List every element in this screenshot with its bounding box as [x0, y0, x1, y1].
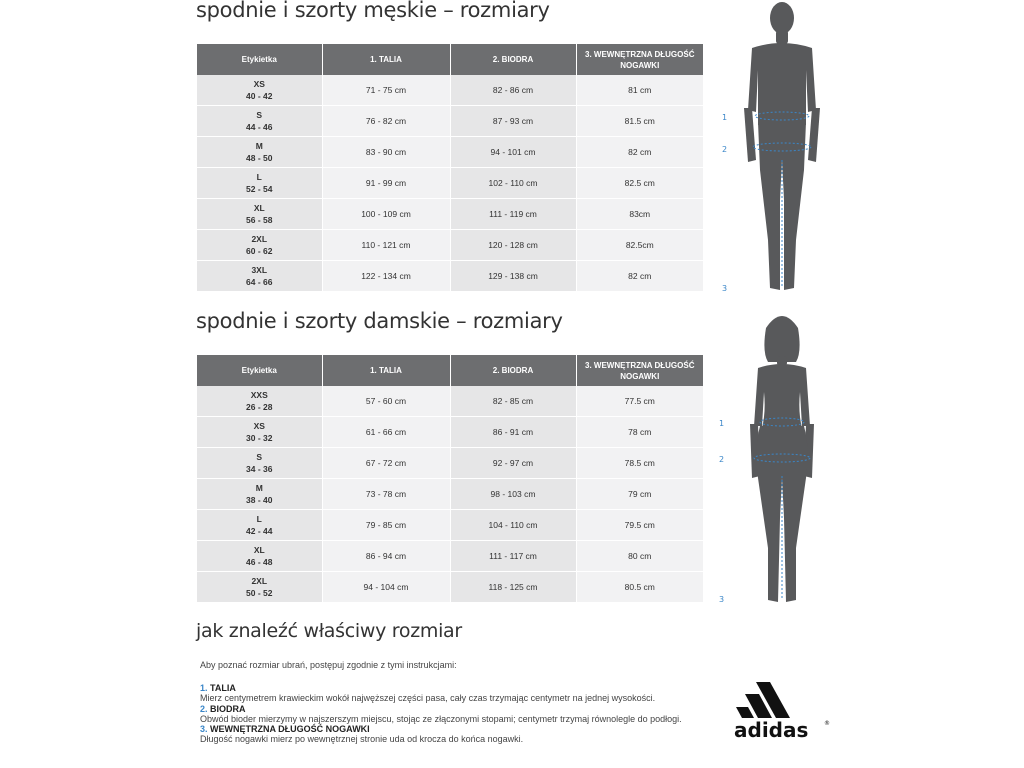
waist-cell: 91 - 99 cm: [322, 168, 450, 199]
inseam-cell: 82.5 cm: [576, 168, 703, 199]
hips-cell: 118 - 125 cm: [450, 572, 576, 603]
hips-cell: 102 - 110 cm: [450, 168, 576, 199]
sizing-instructions: [200, 660, 720, 744]
waist-cell: 57 - 60 cm: [322, 386, 450, 417]
waist-cell: 86 - 94 cm: [322, 541, 450, 572]
header-label: Etykietka: [197, 44, 322, 75]
waist-cell: 94 - 104 cm: [322, 572, 450, 603]
inseam-cell: 82 cm: [576, 137, 703, 168]
size-code: S: [256, 110, 263, 120]
registered-mark: ®: [824, 720, 830, 727]
inseam-cell: 82.5cm: [576, 230, 703, 261]
step-2-text: Obwód bioder mierzymy w najszerszym miejscu, stojąc ze złączonymi stopami; centymetr trzymaj równolegle do podłogi.: [200, 713, 682, 724]
size-label-cell: [197, 230, 322, 261]
step-2-title: BIODRA: [210, 703, 246, 714]
size-range: 56 - 58: [246, 215, 273, 225]
marker-2: 2: [719, 455, 725, 464]
size-code: M: [255, 483, 263, 493]
inseam-cell: 79 cm: [576, 479, 703, 510]
waist-cell: 61 - 66 cm: [322, 417, 450, 448]
header-label: Etykietka: [197, 355, 322, 386]
header-inseam: 3. WEWNĘTRZNA DŁUGOŚĆ NOGAWKI: [576, 44, 703, 75]
size-range: 60 - 62: [246, 246, 273, 256]
inseam-cell: 77.5 cm: [576, 386, 703, 417]
waist-cell: 83 - 90 cm: [322, 137, 450, 168]
waist-cell: 100 - 109 cm: [322, 199, 450, 230]
table-row: [197, 510, 703, 541]
brand-wordmark: adidas: [734, 718, 809, 740]
hips-cell: 120 - 128 cm: [450, 230, 576, 261]
table-row: [197, 261, 703, 292]
size-code: XS: [253, 421, 265, 431]
inseam-cell: 81.5 cm: [576, 106, 703, 137]
inseam-cell: 80 cm: [576, 541, 703, 572]
women-size-table: [197, 355, 703, 603]
marker-3: 3: [722, 284, 728, 293]
size-code: S: [256, 452, 263, 462]
adidas-logo: [730, 680, 830, 740]
hips-cell: 87 - 93 cm: [450, 106, 576, 137]
size-code: 3XL: [251, 265, 268, 275]
size-range: 38 - 40: [246, 495, 273, 505]
step-3-number: 3.: [200, 724, 208, 735]
size-range: 44 - 46: [246, 122, 273, 132]
waist-cell: 67 - 72 cm: [322, 448, 450, 479]
step-3-title: WEWNĘTRZNA DŁUGOŚĆ NOGAWKI: [210, 724, 370, 735]
hips-cell: 94 - 101 cm: [450, 137, 576, 168]
men-size-table: [197, 44, 703, 292]
header-inseam: 3. WEWNĘTRZNA DŁUGOŚĆ NOGAWKI: [576, 355, 703, 386]
size-code: 2XL: [251, 234, 268, 244]
waist-cell: 73 - 78 cm: [322, 479, 450, 510]
step-2-heading: [200, 704, 720, 714]
size-code: M: [255, 141, 263, 151]
size-range: 34 - 36: [246, 464, 273, 474]
size-code: XXS: [250, 390, 268, 400]
table-row: [197, 541, 703, 572]
size-code: XS: [253, 79, 265, 89]
size-label-cell: [197, 448, 322, 479]
table-row: [197, 168, 703, 199]
inseam-cell: 81 cm: [576, 75, 703, 106]
size-range: 52 - 54: [246, 184, 273, 194]
hips-cell: 129 - 138 cm: [450, 261, 576, 292]
size-label-cell: [197, 106, 322, 137]
inseam-cell: 79.5 cm: [576, 510, 703, 541]
hips-cell: 111 - 117 cm: [450, 541, 576, 572]
size-label-cell: [197, 572, 322, 603]
hips-cell: 92 - 97 cm: [450, 448, 576, 479]
size-range: 40 - 42: [246, 91, 273, 101]
size-label-cell: [197, 479, 322, 510]
header-waist: 1. TALIA: [322, 44, 450, 75]
waist-cell: 71 - 75 cm: [322, 75, 450, 106]
waist-cell: 79 - 85 cm: [322, 510, 450, 541]
marker-1: 1: [719, 419, 725, 428]
step-1-text: Mierz centymetrem krawieckim wokół najwęższej części pasa, cały czas trzymając centymetr na jednej wysokości.: [200, 693, 656, 704]
inseam-cell: 83cm: [576, 199, 703, 230]
table-row: [197, 386, 703, 417]
size-code: XL: [253, 203, 265, 213]
guide-title: jak znaleźć właściwy rozmiar: [196, 620, 462, 642]
waist-cell: 76 - 82 cm: [322, 106, 450, 137]
size-range: 64 - 66: [246, 277, 273, 287]
waist-cell: 110 - 121 cm: [322, 230, 450, 261]
header-hips: 2. BIODRA: [450, 44, 576, 75]
marker-2: 2: [722, 145, 728, 154]
step-1-title: TALIA: [210, 683, 236, 694]
logo-stripe-1: [736, 707, 754, 718]
step-3-text: Długość nogawki mierz po wewnętrznej stronie uda od krocza do końca nogawki.: [200, 734, 524, 745]
marker-1: 1: [722, 113, 728, 122]
hips-cell: 104 - 110 cm: [450, 510, 576, 541]
hips-cell: 111 - 119 cm: [450, 199, 576, 230]
size-range: 42 - 44: [246, 526, 273, 536]
size-code: XL: [253, 545, 265, 555]
hips-cell: 86 - 91 cm: [450, 417, 576, 448]
female-figure-illustration: [736, 308, 828, 606]
size-range: 50 - 52: [246, 588, 273, 598]
size-label-cell: [197, 168, 322, 199]
header-waist: 1. TALIA: [322, 355, 450, 386]
size-code: 2XL: [251, 576, 268, 586]
size-range: 30 - 32: [246, 433, 273, 443]
size-label-cell: [197, 199, 322, 230]
size-code: L: [256, 514, 262, 524]
size-label-cell: [197, 137, 322, 168]
table-row: [197, 479, 703, 510]
hips-cell: 82 - 86 cm: [450, 75, 576, 106]
table-row: [197, 106, 703, 137]
waist-cell: 122 - 134 cm: [322, 261, 450, 292]
size-range: 46 - 48: [246, 557, 273, 567]
inseam-cell: 82 cm: [576, 261, 703, 292]
table-row: [197, 572, 703, 603]
table-row: [197, 417, 703, 448]
table-row: [197, 448, 703, 479]
size-label-cell: [197, 261, 322, 292]
table-header-row: [197, 355, 703, 386]
hips-cell: 82 - 85 cm: [450, 386, 576, 417]
table-row: [197, 75, 703, 106]
size-range: 26 - 28: [246, 402, 273, 412]
men-table-title: spodnie i szorty męskie – rozmiary: [196, 0, 550, 22]
women-table-title: spodnie i szorty damskie – rozmiary: [196, 309, 563, 333]
inseam-cell: 80.5 cm: [576, 572, 703, 603]
header-hips: 2. BIODRA: [450, 355, 576, 386]
hips-cell: 98 - 103 cm: [450, 479, 576, 510]
size-label-cell: [197, 541, 322, 572]
size-label-cell: [197, 417, 322, 448]
table-row: [197, 199, 703, 230]
size-range: 48 - 50: [246, 153, 273, 163]
step-3-heading: [200, 724, 720, 734]
step-1-heading: [200, 683, 720, 693]
instructions-intro: Aby poznać rozmiar ubrań, postępuj zgodnie z tymi instrukcjami:: [200, 660, 457, 670]
step-1-number: 1.: [200, 683, 208, 694]
size-code: L: [256, 172, 262, 182]
size-label-cell: [197, 510, 322, 541]
inseam-cell: 78.5 cm: [576, 448, 703, 479]
step-2-number: 2.: [200, 703, 208, 714]
marker-3: 3: [719, 595, 725, 604]
size-label-cell: [197, 386, 322, 417]
inseam-cell: 78 cm: [576, 417, 703, 448]
size-label-cell: [197, 75, 322, 106]
table-row: [197, 230, 703, 261]
table-header-row: [197, 44, 703, 75]
male-figure-illustration: [736, 0, 828, 296]
table-row: [197, 137, 703, 168]
